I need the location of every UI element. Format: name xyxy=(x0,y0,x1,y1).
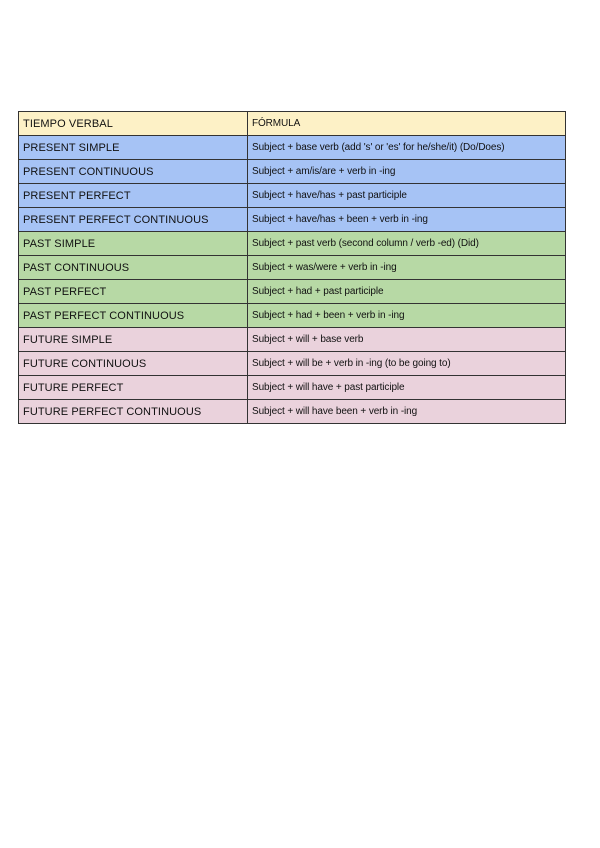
tense-cell: PRESENT PERFECT xyxy=(19,184,248,208)
table-row xyxy=(19,328,566,352)
tense-cell: PAST PERFECT xyxy=(19,280,248,304)
table-row xyxy=(19,184,566,208)
tense-cell: PAST PERFECT CONTINUOUS xyxy=(19,304,248,328)
table-row xyxy=(19,280,566,304)
table-row xyxy=(19,304,566,328)
tense-cell: PRESENT PERFECT CONTINUOUS xyxy=(19,208,248,232)
formula-cell: Subject + am/is/are + verb in -ing xyxy=(248,160,566,184)
formula-cell: Subject + will be + verb in -ing (to be going to) xyxy=(248,352,566,376)
tense-cell: FUTURE PERFECT xyxy=(19,376,248,400)
table-row xyxy=(19,208,566,232)
formula-cell: Subject + had + been + verb in -ing xyxy=(248,304,566,328)
tense-cell: PAST SIMPLE xyxy=(19,232,248,256)
table-row xyxy=(19,232,566,256)
header-tense-cell: TIEMPO VERBAL xyxy=(19,112,248,136)
formula-cell: Subject + base verb (add 's' or 'es' for he/she/it) (Do/Does) xyxy=(248,136,566,160)
formula-cell: Subject + will have + past participle xyxy=(248,376,566,400)
table-row xyxy=(19,376,566,400)
formula-cell: Subject + have/has + past participle xyxy=(248,184,566,208)
formula-cell: Subject + will + base verb xyxy=(248,328,566,352)
tense-cell: PRESENT SIMPLE xyxy=(19,136,248,160)
formula-cell: Subject + had + past participle xyxy=(248,280,566,304)
table-header-row xyxy=(19,112,566,136)
table-row xyxy=(19,400,566,424)
tense-cell: FUTURE CONTINUOUS xyxy=(19,352,248,376)
table-row xyxy=(19,256,566,280)
table-row xyxy=(19,160,566,184)
header-formula-cell: FÓRMULA xyxy=(248,112,566,136)
formula-cell: Subject + have/has + been + verb in -ing xyxy=(248,208,566,232)
formula-cell: Subject + past verb (second column / verb -ed) (Did) xyxy=(248,232,566,256)
verb-tense-table xyxy=(18,111,566,424)
tense-cell: FUTURE PERFECT CONTINUOUS xyxy=(19,400,248,424)
formula-cell: Subject + was/were + verb in -ing xyxy=(248,256,566,280)
tense-cell: FUTURE SIMPLE xyxy=(19,328,248,352)
tense-cell: PAST CONTINUOUS xyxy=(19,256,248,280)
formula-cell: Subject + will have been + verb in -ing xyxy=(248,400,566,424)
table-row xyxy=(19,136,566,160)
tense-cell: PRESENT CONTINUOUS xyxy=(19,160,248,184)
table-row xyxy=(19,352,566,376)
